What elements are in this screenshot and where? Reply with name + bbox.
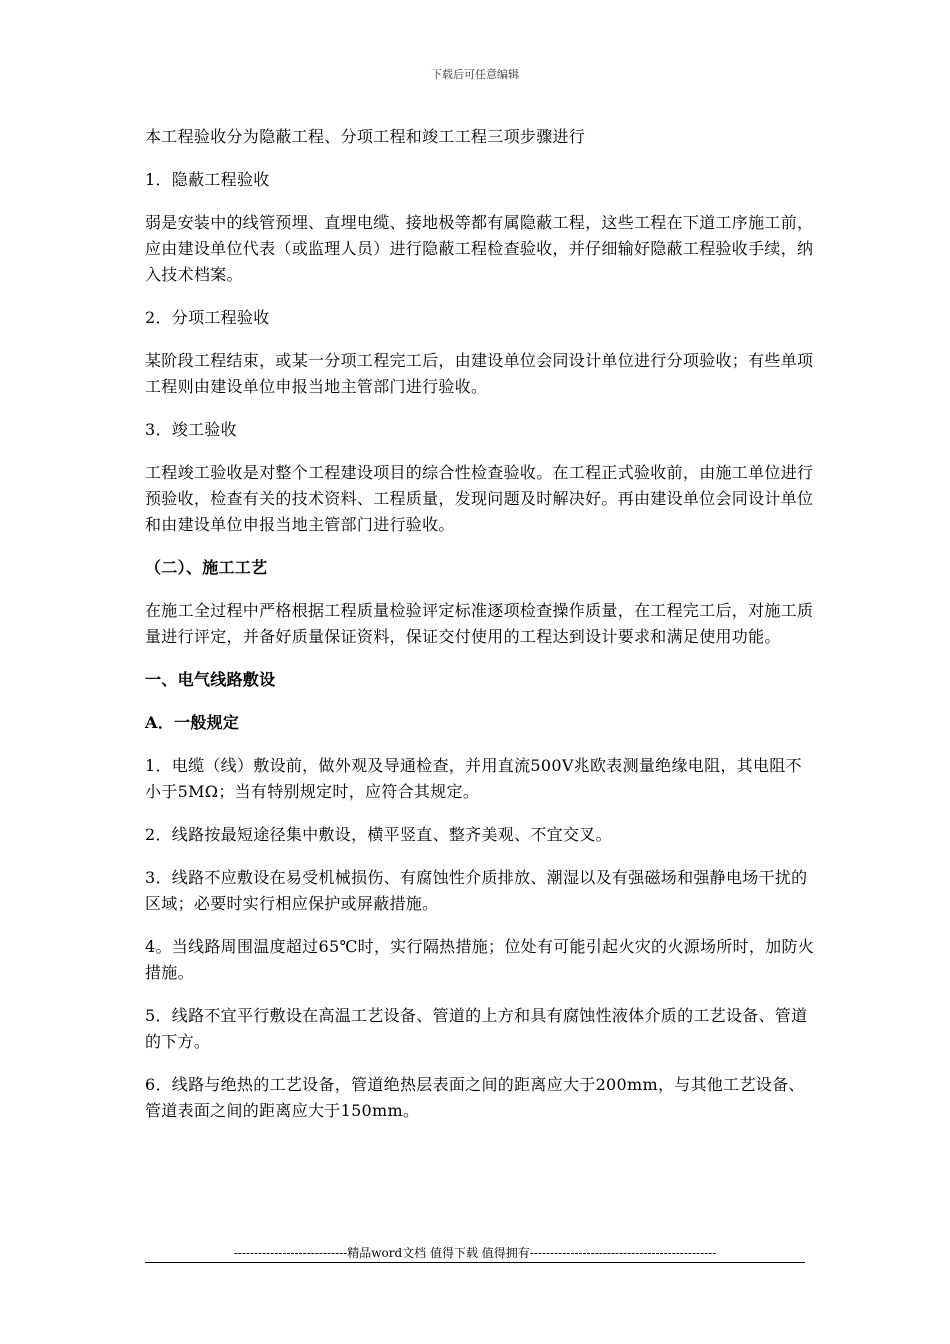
bold-heading: A．一般规定	[145, 713, 240, 732]
list-item: 2．线路按最短途径集中敷设，横平竖直、整齐美观、不宜交叉。	[145, 825, 612, 844]
paragraph: 某阶段工程结束，或某一分项工程完工后，由建设单位会同设计单位进行分项验收；有些单项工程则由建设单位申报当地主管部门进行验收。	[145, 351, 814, 396]
page-footer: ----------------------------精品word文档 值得下载 值得拥有----------------------------------------------	[145, 1244, 805, 1263]
section-heading: 1．隐蔽工程验收	[145, 170, 270, 189]
paragraph: 在施工全过程中严格根据工程质量检验评定标准逐项检查操作质量，在工程完工后，对施工质量进行评定，并备好质量保证资料，保证交付使用的工程达到设计要求和满足使用功能。	[145, 601, 814, 646]
page-header-note: 下载后可任意编辑	[431, 68, 519, 81]
list-item: 4。当线路周围温度超过65℃时，实行隔热措施；位处有可能引起火灾的火源场所时，加防火措施。	[145, 937, 815, 982]
list-item: 3．线路不应敷设在易受机械损伤、有腐蚀性介质排放、潮湿以及有强磁场和强静电场干扰的区域；必要时实行相应保护或屏蔽措施。	[145, 868, 808, 913]
section-heading: 3．竣工验收	[145, 420, 237, 439]
document-body	[145, 124, 815, 1141]
bold-heading: 一、电气线路敷设	[145, 670, 276, 689]
paragraph: 弱是安装中的线管预埋、直埋电缆、接地极等都有属隐蔽工程，这些工程在下道工序施工前，应由建设单位代表（或监理人员）进行隐蔽工程检查验收，并仔细输好隐蔽工程验收手续，纳入技术档案。	[145, 213, 814, 284]
list-item: 6．线路与绝热的工艺设备，管道绝热层表面之间的距离应大于200mm，与其他工艺设备、管道表面之间的距离应大于150mm。	[145, 1075, 805, 1120]
paragraph: 本工程验收分为隐蔽工程、分项工程和竣工工程三项步骤进行	[145, 127, 586, 146]
paragraph: 工程竣工验收是对整个工程建设项目的综合性检查验收。在工程正式验收前，由施工单位进行预验收，检查有关的技术资料、工程质量，发现问题及时解决好。再由建设单位会同设计单位和由建设单位申报当地主管部门进行验收。	[145, 463, 814, 534]
list-item: 5．线路不宜平行敷设在高温工艺设备、管道的上方和具有腐蚀性液体介质的工艺设备、管道的下方。	[145, 1006, 808, 1051]
bold-heading: （二）、施工工艺	[145, 558, 268, 577]
list-item: 1．电缆（线）敷设前，做外观及导通检查，并用直流500V兆欧表测量绝缘电阻，其电阻不小于5MΩ；当有特别规定时，应符合其规定。	[145, 756, 802, 801]
section-heading: 2．分项工程验收	[145, 308, 270, 327]
